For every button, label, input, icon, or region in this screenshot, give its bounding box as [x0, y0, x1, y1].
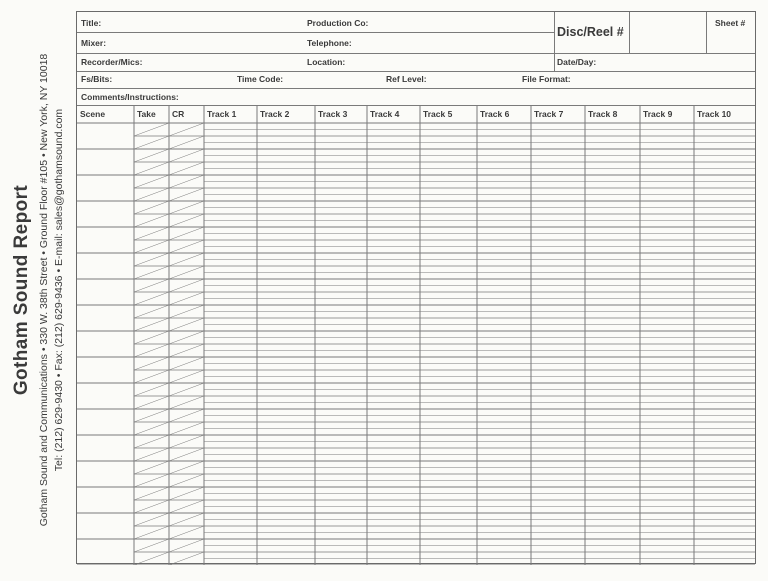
slash-mark	[134, 279, 169, 292]
time-code-label: Time Code:	[237, 74, 284, 84]
slash-mark	[134, 201, 169, 214]
column-header-track-10: Track 10	[697, 109, 732, 119]
column-header-track-8: Track 8	[588, 109, 618, 119]
slash-mark	[169, 318, 204, 331]
slash-mark	[169, 292, 204, 305]
take-log-table	[77, 105, 755, 565]
slash-mark	[134, 266, 169, 279]
slash-mark	[134, 344, 169, 357]
slash-mark	[169, 266, 204, 279]
column-header-track-1: Track 1	[207, 109, 237, 119]
slash-mark	[134, 552, 169, 565]
slash-mark	[169, 175, 204, 188]
slash-mark	[169, 214, 204, 227]
column-header-track-3: Track 3	[318, 109, 348, 119]
slash-mark	[134, 240, 169, 253]
slash-mark	[169, 383, 204, 396]
slash-mark	[134, 162, 169, 175]
slash-mark	[134, 214, 169, 227]
company-contact: Tel: (212) 629-9430 • Fax: (212) 629-9436 • E-mail: sales@gothamsound.com	[53, 108, 65, 472]
recorder-mics-label: Recorder/Mics:	[81, 57, 143, 67]
company-address: Gotham Sound and Communications • 330 W. 38th Street • Ground Floor #105 • New York, NY 10018	[38, 53, 50, 527]
column-header-track-7: Track 7	[534, 109, 564, 119]
slash-mark	[169, 136, 204, 149]
date-day-label: Date/Day:	[557, 57, 597, 67]
slash-mark	[134, 409, 169, 422]
slash-mark	[134, 188, 169, 201]
slash-mark	[169, 500, 204, 513]
slash-mark	[169, 513, 204, 526]
column-header-take: Take	[137, 109, 156, 119]
slash-mark	[169, 149, 204, 162]
slash-mark	[134, 305, 169, 318]
slash-mark	[134, 461, 169, 474]
production-co-label: Production Co:	[307, 18, 369, 28]
sheet-label: Sheet #	[715, 18, 746, 28]
table-grid	[77, 105, 755, 565]
ref-level-label: Ref Level:	[386, 74, 427, 84]
slash-mark	[134, 513, 169, 526]
slash-mark	[169, 526, 204, 539]
slash-mark	[169, 227, 204, 240]
title-label: Title:	[81, 18, 102, 28]
location-label: Location:	[307, 57, 346, 67]
slash-mark	[169, 409, 204, 422]
slash-mark	[134, 149, 169, 162]
slash-mark	[134, 383, 169, 396]
column-header-scene: Scene	[80, 109, 106, 119]
slash-mark	[169, 344, 204, 357]
slash-mark	[134, 136, 169, 149]
slash-mark	[169, 422, 204, 435]
slash-mark	[169, 357, 204, 370]
column-header-track-4: Track 4	[370, 109, 400, 119]
slash-mark	[134, 526, 169, 539]
slash-mark	[134, 539, 169, 552]
sound-report-form	[76, 11, 756, 564]
report-title: Gotham Sound Report	[11, 184, 32, 396]
slash-mark	[169, 474, 204, 487]
slash-mark	[134, 422, 169, 435]
sidebar-text	[11, 54, 67, 527]
slash-mark	[169, 162, 204, 175]
slash-mark	[134, 448, 169, 461]
slash-mark	[134, 253, 169, 266]
slash-mark	[169, 461, 204, 474]
file-format-label: File Format:	[522, 74, 571, 84]
slash-mark	[169, 305, 204, 318]
slash-mark	[169, 487, 204, 500]
slash-mark	[134, 487, 169, 500]
slash-mark	[134, 292, 169, 305]
mixer-label: Mixer:	[81, 38, 107, 48]
slash-mark	[169, 435, 204, 448]
slash-mark	[169, 188, 204, 201]
slash-mark	[134, 474, 169, 487]
slash-mark	[134, 396, 169, 409]
slash-mark	[169, 552, 204, 565]
slash-mark	[134, 318, 169, 331]
slash-mark	[134, 500, 169, 513]
column-header-track-9: Track 9	[643, 109, 673, 119]
column-header-track-6: Track 6	[480, 109, 510, 119]
slash-mark	[134, 227, 169, 240]
slash-mark	[134, 123, 169, 136]
slash-mark	[134, 331, 169, 344]
slash-mark	[134, 370, 169, 383]
slash-mark	[134, 175, 169, 188]
fs-bits-label: Fs/Bits:	[81, 74, 113, 84]
slash-mark	[169, 240, 204, 253]
slash-mark	[169, 123, 204, 136]
slash-mark	[169, 370, 204, 383]
slash-mark	[134, 435, 169, 448]
slash-mark	[169, 448, 204, 461]
slash-mark	[169, 539, 204, 552]
slash-mark	[169, 396, 204, 409]
column-header-track-5: Track 5	[423, 109, 453, 119]
slash-mark	[169, 201, 204, 214]
column-header-track-2: Track 2	[260, 109, 290, 119]
slash-mark	[169, 279, 204, 292]
slash-mark	[134, 357, 169, 370]
sidebar	[0, 0, 78, 581]
comments-label: Comments/Instructions:	[81, 92, 179, 102]
disc-reel-label: Disc/Reel #	[557, 25, 624, 39]
column-header-cr: CR	[172, 109, 185, 119]
slash-mark	[169, 331, 204, 344]
telephone-label: Telephone:	[307, 38, 352, 48]
slash-mark	[169, 253, 204, 266]
